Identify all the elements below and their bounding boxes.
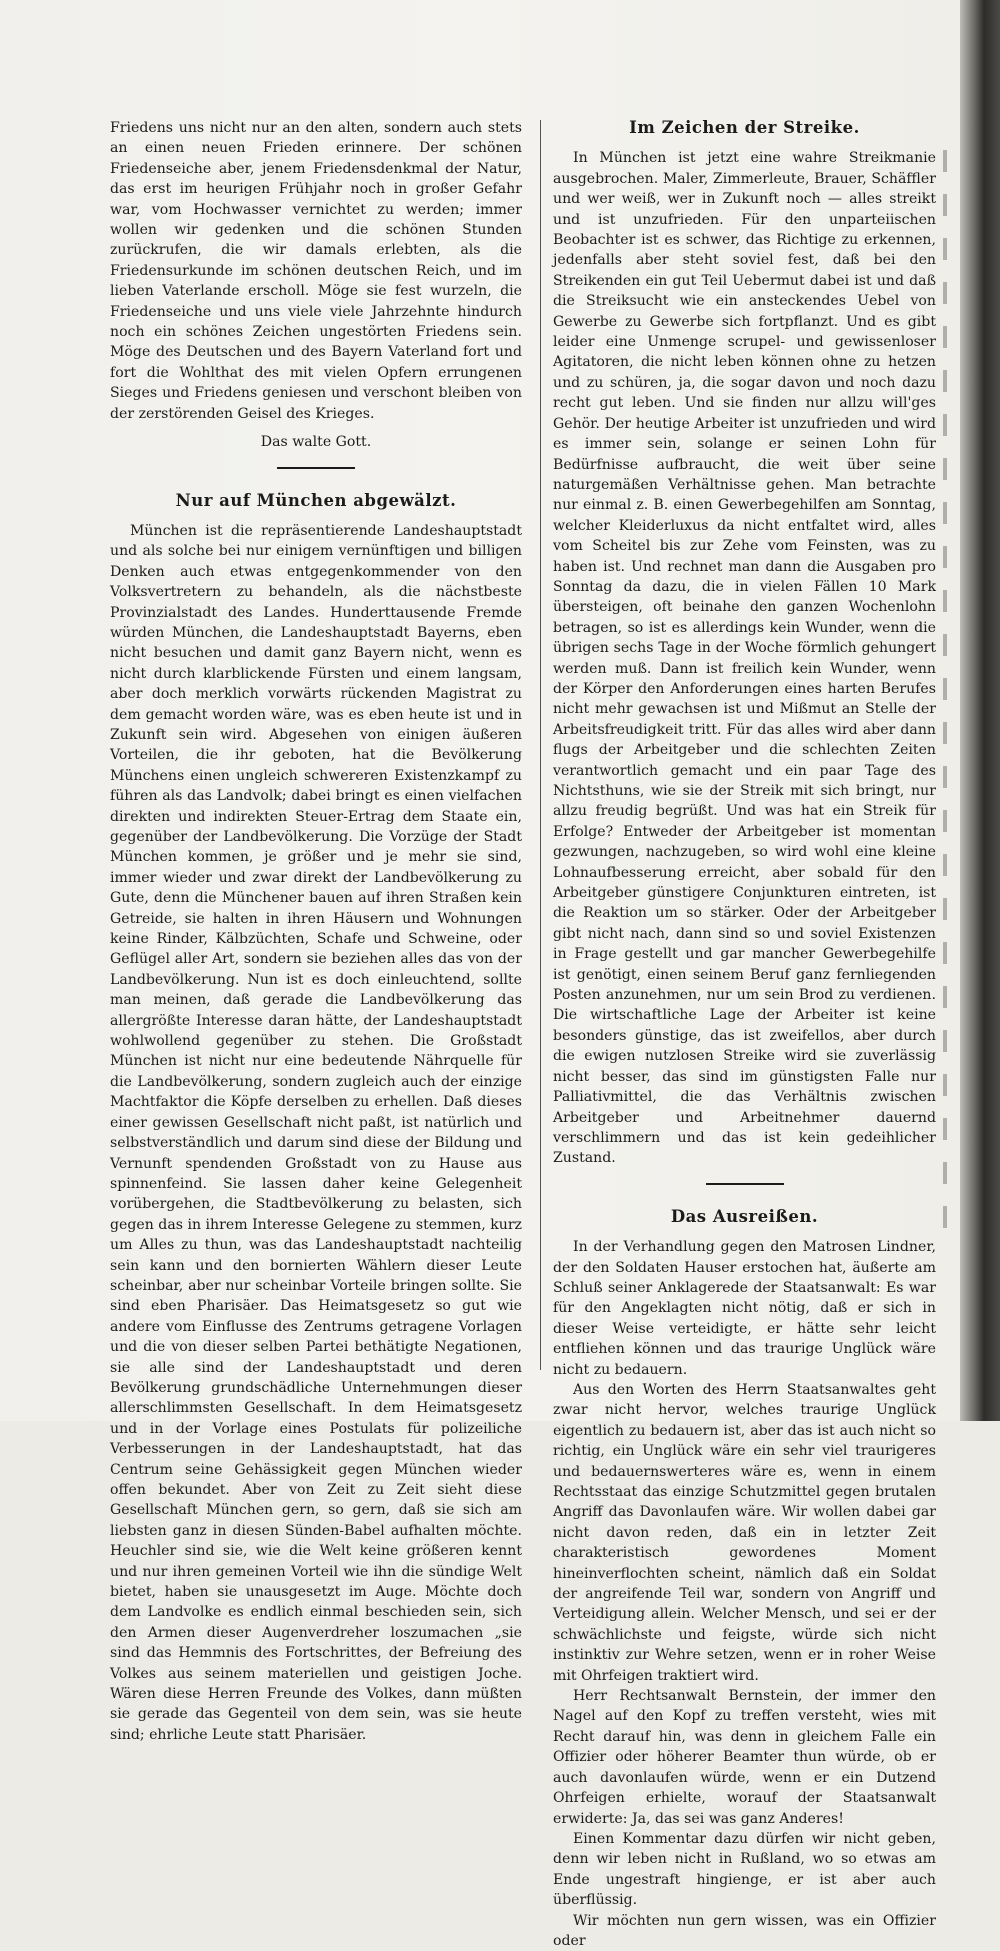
article-title-muenchen: Nur auf München abgewälzt. [175, 490, 457, 510]
right-column [553, 118, 936, 1951]
intro-paragraph: Friedens uns nicht nur an den alten, sondern auch stets an einen neuen Frieden erinnere. Der schönen Friedenseiche aber, jenem Friedensdenkmal der Natur, das erst im heurigen Frühjahr noch in großer Gefahr war, vom Hochwasser vernichtet zu werden; immer wollen wir gedenken und die schönen Stunden zurückrufen, die wir damals erlebten, als die Friedensurkunde im schönen deutschen Reich, und im lieben Vaterlande erscholl. Möge sie fest wurzeln, die Friedenseiche und uns viele viele Jahrzehnte hindurch noch ein schönes Zeichen ungestörten Friedens sein. Möge des Deutschen und des Bayern Vaterland fort und fort die Wohlthat des mit vielen Opfern errungenen Sieges und Friedens geniesen und verschont bleiben von der zerstörenden Geisel des Krieges. [110, 120, 522, 422]
column-divider [540, 120, 541, 1370]
article-paragraph: Herr Rechtsanwalt Bernstein, der immer den Nagel auf den Kopf zu treffen versteht, wies mit Recht darauf hin, was denn in gleichem Falle ein Offizier oder höherer Beamter thun würde, ob er auch davonlaufen würde, wenn er ein Dutzend Ohrfeigen erhielte, worauf der Staatsanwalt erwiderte: Ja, das sei was ganz Anderes! [553, 1688, 936, 1827]
page-edge [960, 0, 1000, 1421]
signoff: Das walte Gott. [260, 434, 372, 451]
article-title-streike: Im Zeichen der Streike. [629, 118, 860, 137]
article-paragraph: In der Verhandlung gegen den Matrosen Lindner, der den Soldaten Hauser erstochen hat, äußerte am Schluß seiner Anklagerede der Staatsanwalt: Es war für den Angeklagten nicht nötig, daß er sich in dieser Weise verteidigte, er hätte sehr leicht entfliehen können und das traurige Unglück wäre nicht zu bedauern. [553, 1239, 936, 1378]
section-rule [706, 1183, 784, 1185]
article-paragraph: Einen Kommentar dazu dürfen wir nicht geben, denn wir leben nicht in Rußland, wo so etwas am Ende ungestraft hingienge, er ist aber auch überflüssig. [553, 1830, 936, 1909]
article-title-ausreissen: Das Ausreißen. [670, 1206, 819, 1226]
left-column [110, 118, 522, 1745]
binding-shadow [943, 150, 947, 1250]
article-paragraph: Wir möchten nun gern wissen, was ein Offizier oder [553, 1912, 936, 1949]
article-paragraph: Aus den Worten des Herrn Staatsanwaltes geht zwar nicht hervor, welches traurige Unglück eigentlich zu bedauern ist, aber das ist auch nicht so richtig, ein Unglück wäre ein sehr viel traurigeres und bedauernswerteres wäre es, wenn in einem Rechtsstaat das einzige Schutzmittel gegen brutalen Angriff das Davonlaufen wäre. Wir wollen dabei gar nicht davon reden, daß ein in letzter Zeit charakteristisch gewordenes Moment hineinverflochten scheint, nämlich daß ein Soldat der angreifende Teil war, sondern von Angriff und Verteidigung allein. Welcher Mensch, und sei er der schwächlichste und feigste, würde sich nicht instinktiv zur Wehre setzen, wenn er in roher Weise mit Ohrfeigen traktiert wird. [553, 1381, 936, 1684]
section-rule [277, 467, 355, 469]
article-body-streike: In München ist jetzt eine wahre Streikmanie ausgebrochen. Maler, Zimmerleute, Brauer, Schäffler und wer weiß, wer in Zukunft noch — alles streikt und ist unzufrieden. Für den unparteiischen Beobachter ist es schwer, das Richtige zu erkennen, jedenfalls aber steht soviel fest, daß bei den Streikenden ein gut Teil Uebermut dabei ist und daß die Streiksucht wie ein ansteckendes Uebel von Gewerbe zu Gewerbe sich fortpflanzt. Und es gibt leider eine Unmenge scrupel- und gewissenloser Agitatoren, die nicht leben können ohne zu hetzen und zu schüren, ja, die sogar davon und noch dazu recht gut leben. Und sie finden nur allzu will'ges Gehör. Der heutige Arbeiter ist unzufrieden und wird es immer sein, solange er seinen Lohn für Bedürfnisse aufbraucht, die weit über seine naturgemäßen Verhältnisse gehen. Man betrachte nur einmal z. B. einen Gewerbegehilfen am Sonntag, welcher Kleiderluxus da nicht entfaltet wird, alles vom Scheitel bis zur Zehe vom Feinsten, was zu haben ist. Und rechnet man dann die Ausgaben pro Sonntag da dazu, die in vielen Fällen 10 Mark übersteigen, oft beinahe den ganzen Wochenlohn betragen, so ist es allerdings kein Wunder, wenn die übrigen sechs Tage in der Woche förmlich gehungert werden muß. Dann ist freilich kein Wunder, wenn der Körper den Anforderungen eines harten Berufes nicht mehr gewachsen ist und Mißmut an Stelle der Arbeitsfreudigkeit tritt. Für das alles wird aber dann flugs der Arbeitgeber und die schlechten Zeiten verantwortlich gemacht und ein paar Tage des Nichtsthuns, wie sie der Streik mit sich bringt, nur allzu freudig begrüßt. Und was hat ein Streik für Erfolge? Entweder der Arbeitgeber ist momentan gezwungen, nachzugeben, so wird wohl eine kleine Lohnaufbesserung erreicht, aber sobald für den Arbeitgeber günstigere Conjunkturen eintreten, ist die Reaktion um so stärker. Oder der Arbeitgeber gibt nicht nach, dann sind so und soviel Existenzen in Frage gestellt und gar mancher Gewerbegehilfe ist genötigt, einen seinem Beruf ganz fernliegenden Posten anzunehmen, nur um sein Brod zu verdienen. Die wirtschaftliche Lage der Arbeiter ist keine besonders günstige, das ist zweifellos, aber durch die ewigen nutzlosen Streike wird sie zuverlässig nicht besser, das sind im günstigsten Falle nur Palliativmittel, die das Verhältnis zwischen Arbeitgeber und Arbeitnehmer dauernd verschlimmern und das ist kein gedeihlicher Zustand. [553, 150, 936, 1167]
article-body-muenchen: München ist die repräsentierende Landeshauptstadt und als solche bei nur einigem vernünftigen und billigen Denken auch etwas entgegenkommender von den Volksvertretern zu behandeln, als die nächstbeste Provinzialstadt des Landes. Hunderttausende Fremde würden München, die Landeshauptstadt Bayerns, eben nicht besuchen und damit ganz Bayern nicht, wenn es nicht durch klarblickende Fürsten und einem langsam, aber doch merklich vorwärts rückenden Magistrat zu dem gemacht worden wäre, was es eben heute ist und in Zukunft sein wird. Abgesehen von einigen äußeren Vorteilen, die ihr geboten, hat die Bevölkerung Münchens einen ungleich schwereren Existenzkampf zu führen als das Landvolk; dabei bringt es einen vielfachen direkten und indirekten Steuer-Ertrag dem Staate ein, gegenüber der Landbevölkerung. Die Vorzüge der Stadt München kommen, je größer und je mehr sie sind, immer wieder und zwar direkt der Landbevölkerung zu Gute, denn die Münchener bauen auf ihren Straßen kein Getreide, sie halten in ihren Häusern und Wohnungen keine Rinder, Kälbzüchten, Schafe und Schweine, oder Geflügel aller Art, sondern sie beziehen alles das von der Landbevölkerung. Nun ist es doch einleuchtend, sollte man meinen, daß gerade die Landbevölkerung das allergrößte Interesse daran hätte, der Landeshauptstadt wohlwollend gegenüber zu stehen. Die Großstadt München ist nicht nur eine bedeutende Nährquelle für die Landbevölkerung, sondern zugleich auch der einzige Machtfaktor die Köpfe derselben zu erhellen. Daß dieses einer gewissen Gesellschaft nicht paßt, ist natürlich und selbstverständlich und darum sind diese der Bildung und Vernunft spendenden Großstadt von zu Hause aus spinnenfeind. Sie lassen daher keine Gelegenheit vorübergehen, die Stadtbevölkerung zu belasten, sich gegen das in ihrem Interesse Gelegene zu stemmen, kurz um Alles zu thun, was das Landeshauptstadt nachteilig sein kann und den bornierten Wählern dieser Leute scheinbar, aber nur scheinbar Vorteile bringen sollte. Sie sind eben Pharisäer. Das Heimatsgesetz so gut wie andere vom Einflusse des Zentrums getragene Vorlagen und die von dieser selben Partei bethätigte Negationen, sie alle sind der Landeshauptstadt und deren Bevölkerung grundschädliche Unternehmungen dieser allerschlimmsten Gesellschaft. In dem Heimatsgesetz und in der Vorlage eines Postulats für polizeiliche Verbesserungen in der Landeshauptstadt, hat das Centrum seine Gehässigkeit gegen München wieder offen bekundet. Aber von Zeit zu Zeit sieht diese Gesellschaft München gern, so gern, daß sie sich am liebsten ganz in diesen Sünden-Babel aufhalten möchte. Heuchler sind sie, wie die Welt keine größeren kennt und nur ihren gemeinen Vorteil wie ihn die sündige Welt bietet, haben sie unausgesetzt im Auge. Möchte doch dem Landvolke es endlich einmal beschieden sein, sich den Armen dieser Augenverdreher loszumachen „sie sind das Hemmnis des Fortschrittes, der Befreiung des Volkes aus seinem materiellen und geistigen Joche. Wären diese Herren Freunde des Volkes, dann müßten sie gerade das Gegenteil von dem sein, was sie heute sind; ehrliche Leute statt Pharisäer. [110, 522, 522, 1743]
